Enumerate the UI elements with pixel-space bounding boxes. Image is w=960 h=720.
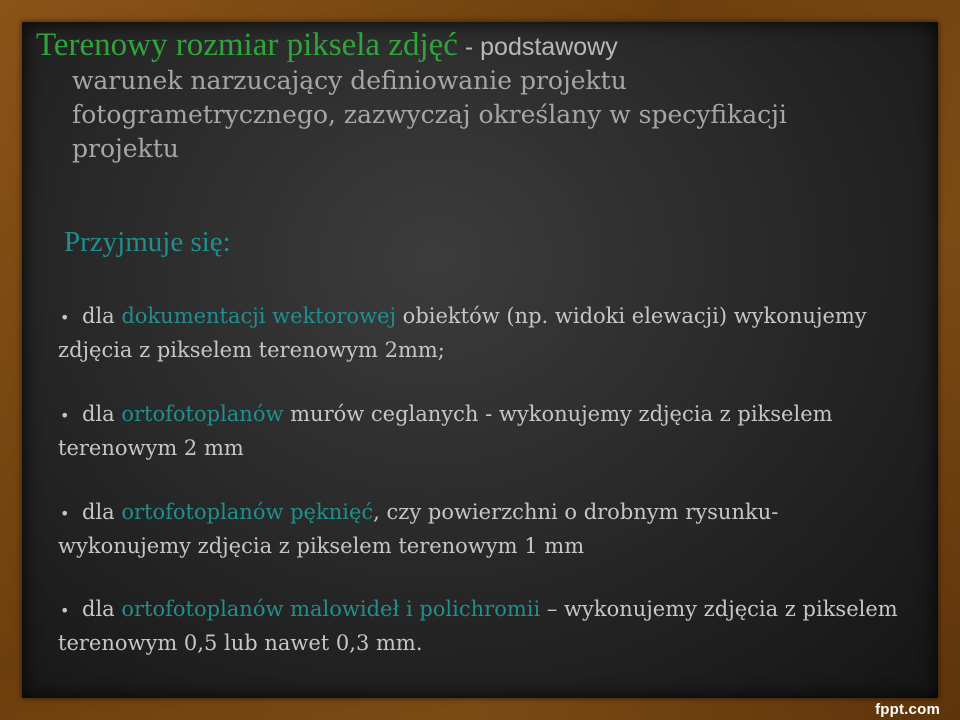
headline-line-3: fotogrametrycznego, zazwyczaj określany w specyfikacji (72, 100, 787, 129)
bullet-text-pre: dla (82, 402, 122, 426)
headline-lead: Terenowy rozmiar piksela zdjęć (36, 27, 458, 63)
bullet-text-pre: dla (82, 500, 122, 524)
slide-content (22, 22, 938, 698)
bullet-text-pre: dla (82, 597, 122, 621)
bullet-marker: • (60, 504, 70, 523)
bullet-highlight: dokumentacji wektorowej (121, 304, 396, 328)
bullet-highlight: ortofotoplanów malowideł i polichromii (121, 597, 541, 621)
bullet-marker: • (60, 406, 70, 425)
subheading: Przyjmuje się: (64, 226, 231, 258)
chalkboard-panel (22, 22, 938, 698)
bullet-item (58, 398, 908, 464)
bullet-item (58, 300, 908, 366)
headline-line-2: warunek narzucający definiowanie projektu (72, 66, 627, 95)
headline-line-4: projektu (72, 134, 179, 163)
bullet-highlight: ortofotoplanów pęknięć (121, 500, 374, 524)
bullet-item (58, 496, 908, 562)
bullet-text-post: , czy powierzchni o drobnym rysunku-wykonujemy zdjęcia z pikselem terenowym 1 mm (58, 500, 779, 558)
bullet-marker: • (60, 601, 70, 620)
bullet-text-post: murów ceglanych - wykonujemy zdjęcia z pikselem terenowym 2 mm (58, 402, 833, 460)
bullet-text-post: obiektów (np. widoki elewacji) wykonujemy zdjęcia z pikselem terenowym 2mm; (58, 304, 867, 362)
slide-headline (36, 28, 886, 166)
fppt-logo: fppt.com (875, 701, 940, 718)
bullet-text-pre: dla (82, 304, 122, 328)
bullet-highlight: ortofotoplanów (121, 402, 284, 426)
bullet-item (58, 593, 908, 659)
bullet-text-post: – wykonujemy zdjęcia z pikselem terenowym 0,5 lub nawet 0,3 mm. (58, 597, 898, 655)
headline-rest: - podstawowy (457, 33, 618, 61)
bullet-marker: • (60, 308, 70, 327)
